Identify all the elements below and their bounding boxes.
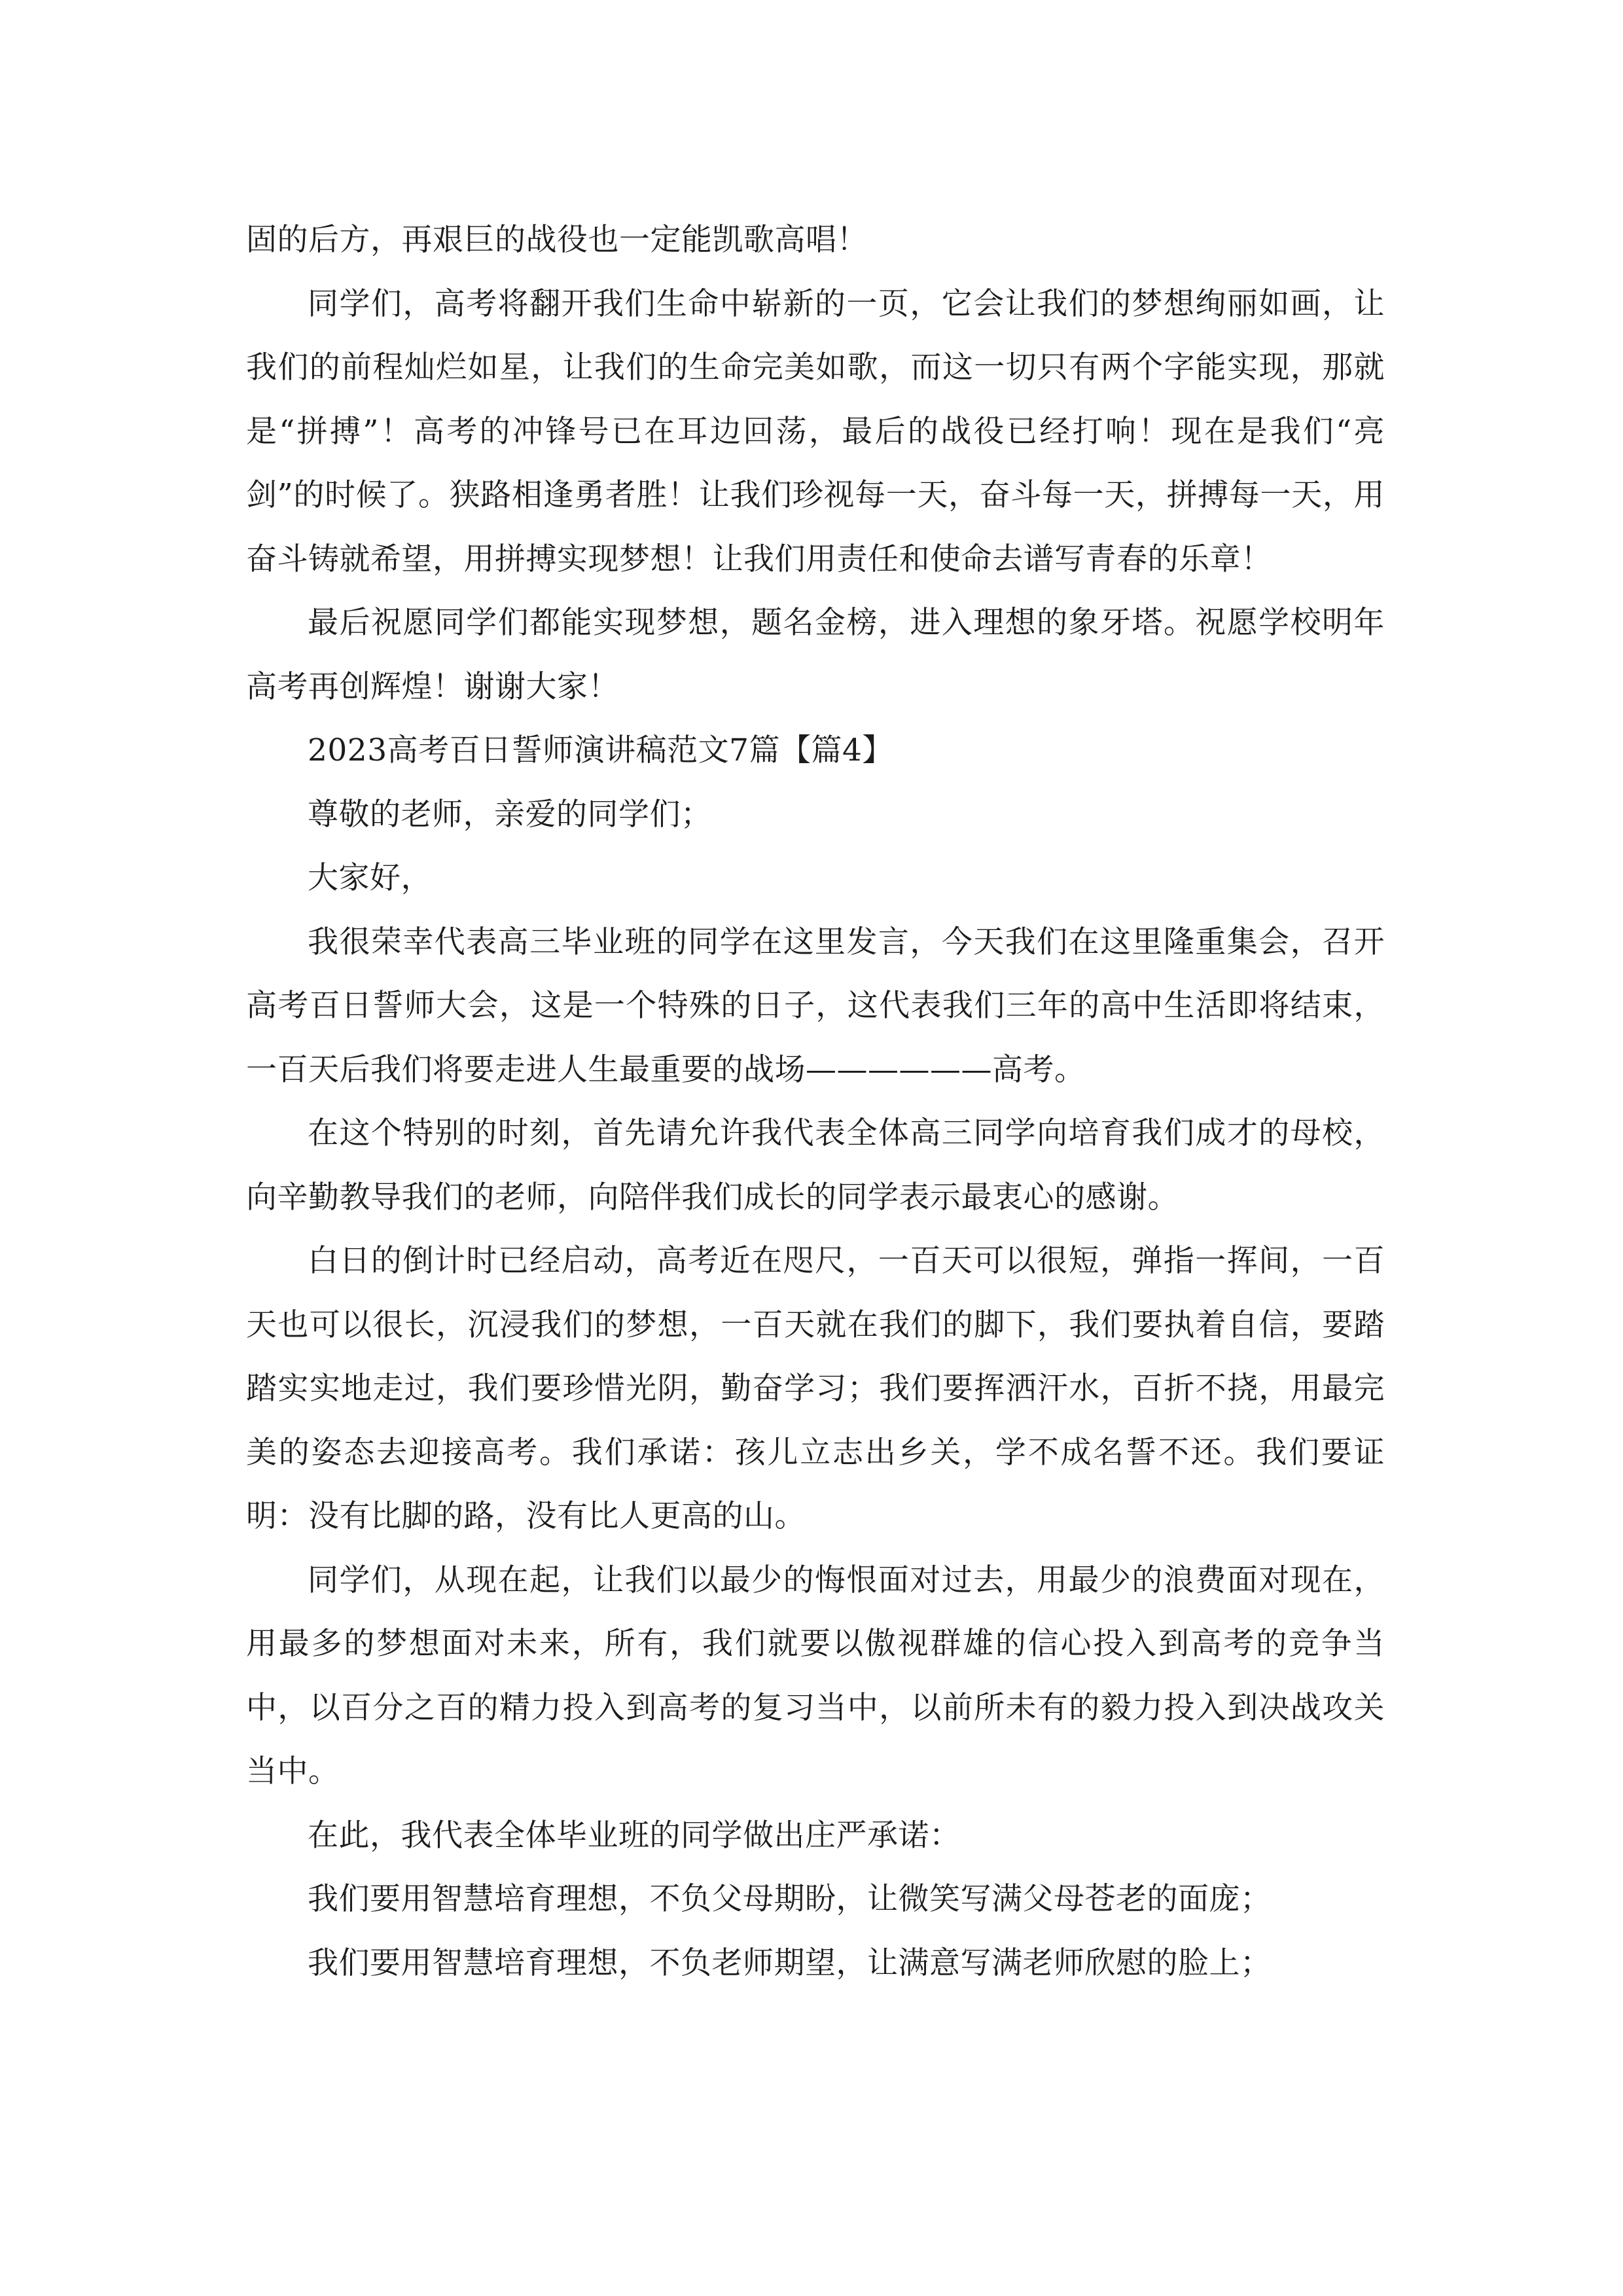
paragraph: 在此，我代表全体毕业班的同学做出庄严承诺：	[308, 1817, 961, 1854]
paragraph: 同学们，从现在起，让我们以最少的悔恨面对过去，用最少的浪费面对现在，用最多的梦想面对未来，所有，我们就要以傲视群雄的信心投入到高考的竞争当中，以百分之百的精力投入到高考的复习当中，以前所未有的毅力投入到决战攻关当中。	[246, 1562, 1385, 1789]
pledge-line: 我们要用智慧培育理想，不负父母期盼，让微笑写满父母苍老的面庞；	[308, 1881, 1272, 1917]
paragraph-continuation: 固的后方，再艰巨的战役也一定能凯歌高唱！	[246, 222, 868, 258]
paragraph: 白日的倒计时已经启动，高考近在咫尺，一百天可以很短，弹指一挥间，一百天也可以很长，沉浸我们的梦想，一百天就在我们的脚下，我们要执着自信，要踏踏实实地走过，我们要珍惜光阴，勤奋学习；我们要挥洒汗水，百折不挠，用最完美的姿态去迎接高考。我们承诺：孩儿立志出乡关，学不成名誓不还。我们要证明：没有比脚的路，没有比人更高的山。	[246, 1243, 1385, 1534]
paragraph: 我很荣幸代表高三毕业班的同学在这里发言，今天我们在这里隆重集会，召开高考百日誓师大会，这是一个特殊的日子，这代表我们三年的高中生活即将结束，一百天后我们将要走进人生最重要的战场——————高考。	[246, 924, 1385, 1088]
paragraph: 在这个特别的时刻，首先请允许我代表全体高三同学向培育我们成才的母校，向辛勤教导我们的老师，向陪伴我们成长的同学表示最衷心的感谢。	[246, 1115, 1385, 1215]
greeting: 大家好，	[308, 860, 432, 896]
section-heading: 2023高考百日誓师演讲稿范文7篇【篇4】	[308, 732, 893, 768]
paragraph: 同学们，高考将翻开我们生命中崭新的一页，它会让我们的梦想绚丽如画，让我们的前程灿烂如星，让我们的生命完美如歌，而这一切只有两个字能实现，那就是“拼搏”！高考的冲锋号已在耳边回荡，最后的战役已经打响！现在是我们“亮剑”的时候了。狭路相逢勇者胜！让我们珍视每一天，奋斗每一天，拼搏每一天，用奋斗铸就希望，用拼搏实现梦想！让我们用责任和使命去谱写青春的乐章！	[246, 285, 1385, 577]
pledge-line: 我们要用智慧培育理想，不负老师期望，让满意写满老师欣慰的脸上；	[308, 1945, 1272, 1981]
paragraph: 最后祝愿同学们都能实现梦想，题名金榜，进入理想的象牙塔。祝愿学校明年高考再创辉煌！谢谢大家！	[246, 605, 1385, 705]
salutation: 尊敬的老师，亲爱的同学们；	[308, 796, 712, 833]
document-page	[246, 208, 1385, 1995]
